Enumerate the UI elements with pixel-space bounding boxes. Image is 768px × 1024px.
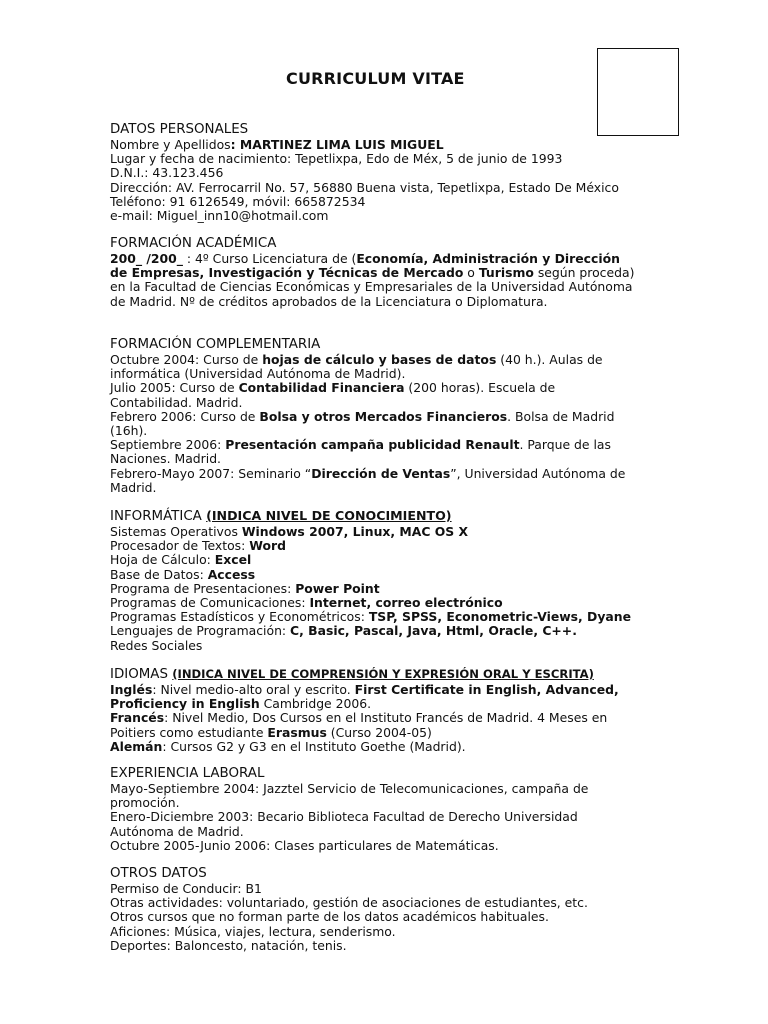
section-academic [110, 236, 670, 309]
course-line: Julio 2005: Curso de Contabilidad Financiera (200 horas). Escuela de [110, 380, 556, 396]
section-experience [110, 766, 670, 853]
language-line: Francés: Nivel Medio, Dos Cursos en el Instituto Francés de Madrid. 4 Meses en [110, 710, 608, 726]
it-line: Programas Estadísticos y Econométricos: TSP, SPSS, Econometric-Views, Dyane [110, 609, 632, 625]
other-line: Aficiones: Música, viajes, lectura, senderismo. [110, 923, 396, 939]
academic-line: en la Facultad de Ciencias Económicas y Empresariales de la Universidad Autónoma [110, 279, 633, 295]
section-it [110, 508, 670, 653]
course-line: Naciones. Madrid. [110, 451, 221, 467]
course-line: informática (Universidad Autónoma de Madrid). [110, 366, 406, 382]
address-line: Dirección: AV. Ferrocarril No. 57, 56880 Buena vista, Tepetlixpa, Estado De México [110, 179, 619, 195]
experience-line: Enero-Diciembre 2003: Becario Biblioteca Facultad de Derecho Universidad [110, 809, 578, 825]
experience-line: Mayo-Septiembre 2004: Jazztel Servicio de Telecomunicaciones, campaña de [110, 781, 589, 796]
section-heading: DATOS PERSONALES [110, 122, 249, 137]
it-line: Redes Sociales [110, 637, 203, 653]
course-line: Febrero 2006: Curso de Bolsa y otros Mercados Financieros. Bolsa de Madrid [110, 408, 615, 424]
academic-line: de Madrid. Nº de créditos aprobados de la Licenciatura o Diplomatura. [110, 293, 548, 309]
name-line: Nombre y Apellidos: MARTINEZ LIMA LUIS MIGUEL [110, 137, 444, 152]
it-line: Base de Datos: Access [110, 566, 256, 582]
other-line: Otras actividades: voluntariado, gestión de asociaciones de estudiantes, etc. [110, 895, 588, 911]
section-heading: OTROS DATOS [110, 866, 207, 881]
it-line: Programa de Presentaciones: Power Point [110, 580, 380, 596]
other-line: Permiso de Conducir: B1 [110, 881, 262, 896]
page-title: CURRICULUM VITAE [286, 69, 465, 88]
email-line: e-mail: Miguel_inn10@hotmail.com [110, 208, 329, 224]
language-line: Inglés: Nivel medio-alto oral y escrito. First Certificate in English, Advanced, [110, 682, 619, 697]
phone-line: Teléfono: 91 6126549, móvil: 665872534 [110, 193, 366, 209]
it-line: Hoja de Cálculo: Excel [110, 552, 252, 568]
section-heading: EXPERIENCIA LABORAL [110, 766, 265, 781]
section-heading: FORMACIÓN ACADÉMICA [110, 236, 277, 251]
language-line: Proficiency in English Cambridge 2006. [110, 696, 372, 712]
course-line: Madrid. [110, 479, 157, 495]
dni-line: D.N.I.: 43.123.456 [110, 165, 224, 181]
course-line: Octubre 2004: Curso de hojas de cálculo y bases de datos (40 h.). Aulas de [110, 352, 603, 367]
course-line: Septiembre 2006: Presentación campaña publicidad Renault. Parque de las [110, 437, 611, 453]
experience-line: promoción. [110, 795, 180, 811]
it-line: Procesador de Textos: Word [110, 538, 286, 554]
language-line: Alemán: Cursos G2 y G3 en el Instituto Goethe (Madrid). [110, 738, 466, 754]
academic-line: de Empresas, Investigación y Técnicas de Mercado o Turismo según proceda) [110, 265, 635, 281]
section-personal [110, 122, 670, 223]
experience-line: Autónoma de Madrid. [110, 823, 244, 839]
section-languages [110, 666, 670, 754]
other-line: Otros cursos que no forman parte de los datos académicos habituales. [110, 909, 549, 925]
section-heading: IDIOMAS (INDICA NIVEL DE COMPRENSIÓN Y EXPRESIÓN ORAL Y ESCRITA) [110, 667, 594, 682]
course-line: (16h). [110, 423, 148, 439]
course-line: Contabilidad. Madrid. [110, 394, 243, 410]
other-line: Deportes: Baloncesto, natación, tenis. [110, 937, 347, 953]
language-line: Poitiers como estudiante Erasmus (Curso 2004-05) [110, 724, 432, 740]
academic-line: 200_ /200_ : 4º Curso Licenciatura de (Economía, Administración y Dirección [110, 251, 620, 266]
course-line: Febrero-Mayo 2007: Seminario “Dirección de Ventas”, Universidad Autónoma de [110, 465, 626, 481]
it-line: Lenguajes de Programación: C, Basic, Pascal, Java, Html, Oracle, C++. [110, 623, 577, 639]
birth-line: Lugar y fecha de nacimiento: Tepetlixpa, Edo de Méx, 5 de junio de 1993 [110, 151, 563, 167]
section-heading: INFORMÁTICA (INDICA NIVEL DE CONOCIMIENTO) [110, 508, 452, 524]
it-line: Sistemas Operativos Windows 2007, Linux, MAC OS X [110, 524, 469, 539]
section-other [110, 866, 670, 953]
section-heading: FORMACIÓN COMPLEMENTARIA [110, 337, 321, 352]
it-line: Programas de Comunicaciones: Internet, correo electrónico [110, 595, 503, 611]
experience-line: Octubre 2005-Junio 2006: Clases particulares de Matemáticas. [110, 837, 499, 853]
section-complementary [110, 337, 670, 495]
